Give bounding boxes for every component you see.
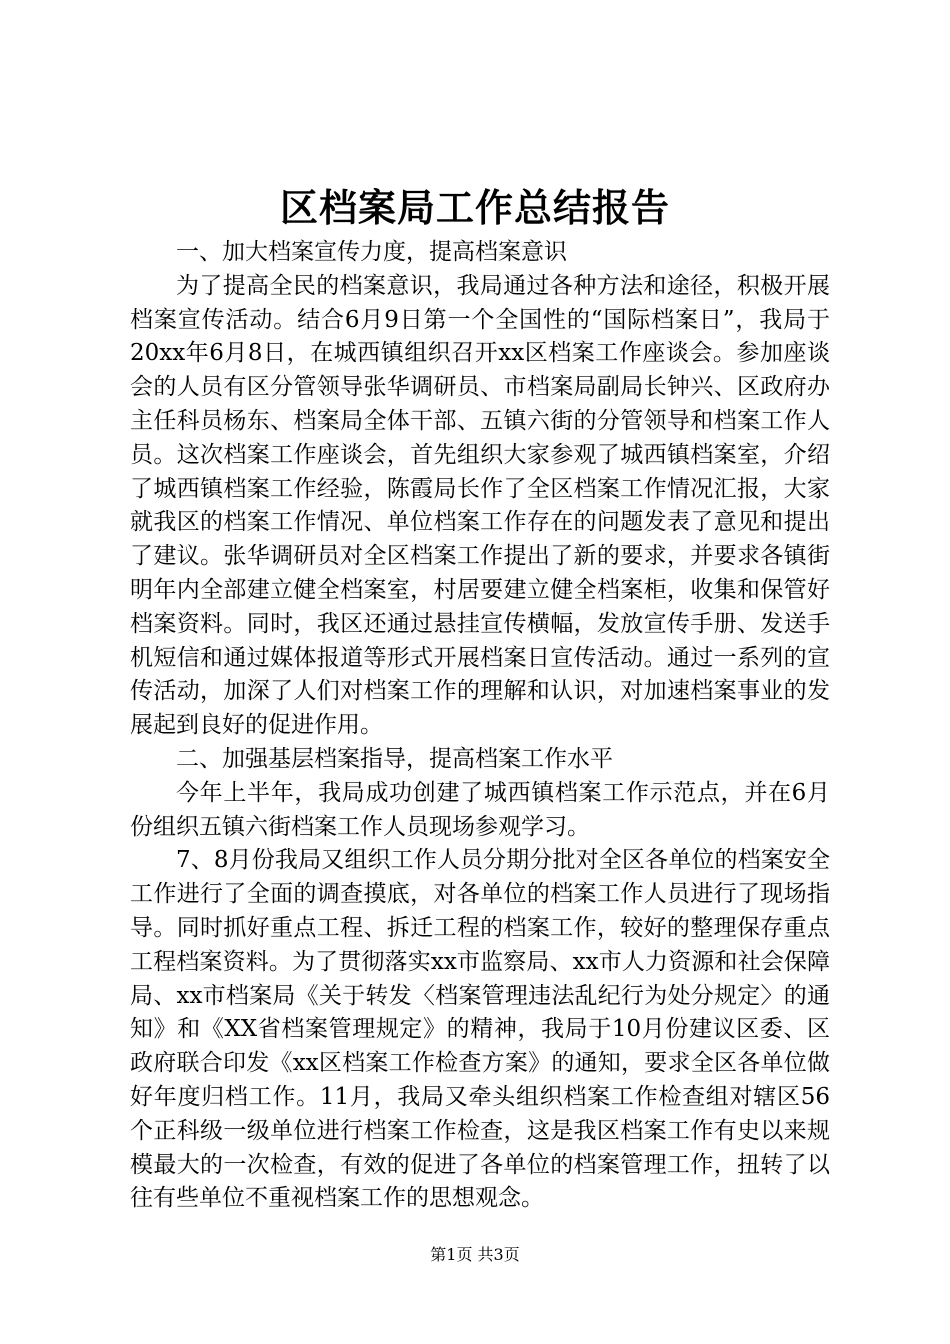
page-number-footer: 第1页 共3页 <box>430 1245 520 1264</box>
document-title: 区档案局工作总结报告 <box>279 185 670 230</box>
section-heading-1: 一、加大档案宣传力度，提高档案意识 <box>176 239 567 265</box>
paragraph-1: 为了提高全民的档案意识，我局通过各种方法和途径，积极开展档案宣传活动。结合6月9日第一个全国性的“国际档案日”，我局于20xx年6月8日，在城西镇组织召开xx区档案工作座谈会。参加座谈会的人员有区分管领导张华调研员、市档案局副局长钟兴、区政府办主任科员杨东、档案局全体干部、五镇六街的分管领导和档案工作人员。这次档案工作座谈会，首先组织大家参观了城西镇档案室，介绍了城西镇档案工作经验，陈霞局长作了全区档案工作情况汇报，大家就我区的档案工作情况、单位档案工作存在的问题发表了意见和提出了建议。张华调研员对全区档案工作提出了新的要求，并要求各镇街明年内全部建立健全档案室，村居要建立健全档案柜，收集和保管好档案资料。同时，我区还通过悬挂宣传横幅，发放宣传手册、发送手机短信和通过媒体报道等形式开展档案日宣传活动。通过一系列的宣传活动，加深了人们对档案工作的理解和认识，对加速档案事业的发展起到良好的促进作用。 <box>130 272 830 739</box>
paragraph-3: 7、8月份我局又组织工作人员分期分批对全区各单位的档案安全工作进行了全面的调查摸底，对各单位的档案工作人员进行了现场指导。同时抓好重点工程、拆迁工程的档案工作，较好的整理保存重点工程档案资料。为了贯彻落实xx市监察局、xx市人力资源和社会保障局、xx市档案局《关于转发〈档案管理违法乱纪行为处分规定〉的通知》和《XX省档案管理规定》的精神，我局于10月份建议区委、区政府联合印发《xx区档案工作检查方案》的通知，要求全区各单位做好年度归档工作。11月，我局又牵头组织档案工作检查组对辖区56个正科级一级单位进行档案工作检查，这是我区档案工作有史以来规模最大的一次检查，有效的促进了各单位的档案管理工作，扭转了以往有些单位不重视档案工作的思想观念。 <box>130 847 830 1212</box>
paragraph-2: 今年上半年，我局成功创建了城西镇档案工作示范点，并在6月份组织五镇六街档案工作人员现场参观学习。 <box>130 779 830 840</box>
document-body <box>130 236 830 1216</box>
section-heading-2: 二、加强基层档案指导，提高档案工作水平 <box>176 745 613 772</box>
